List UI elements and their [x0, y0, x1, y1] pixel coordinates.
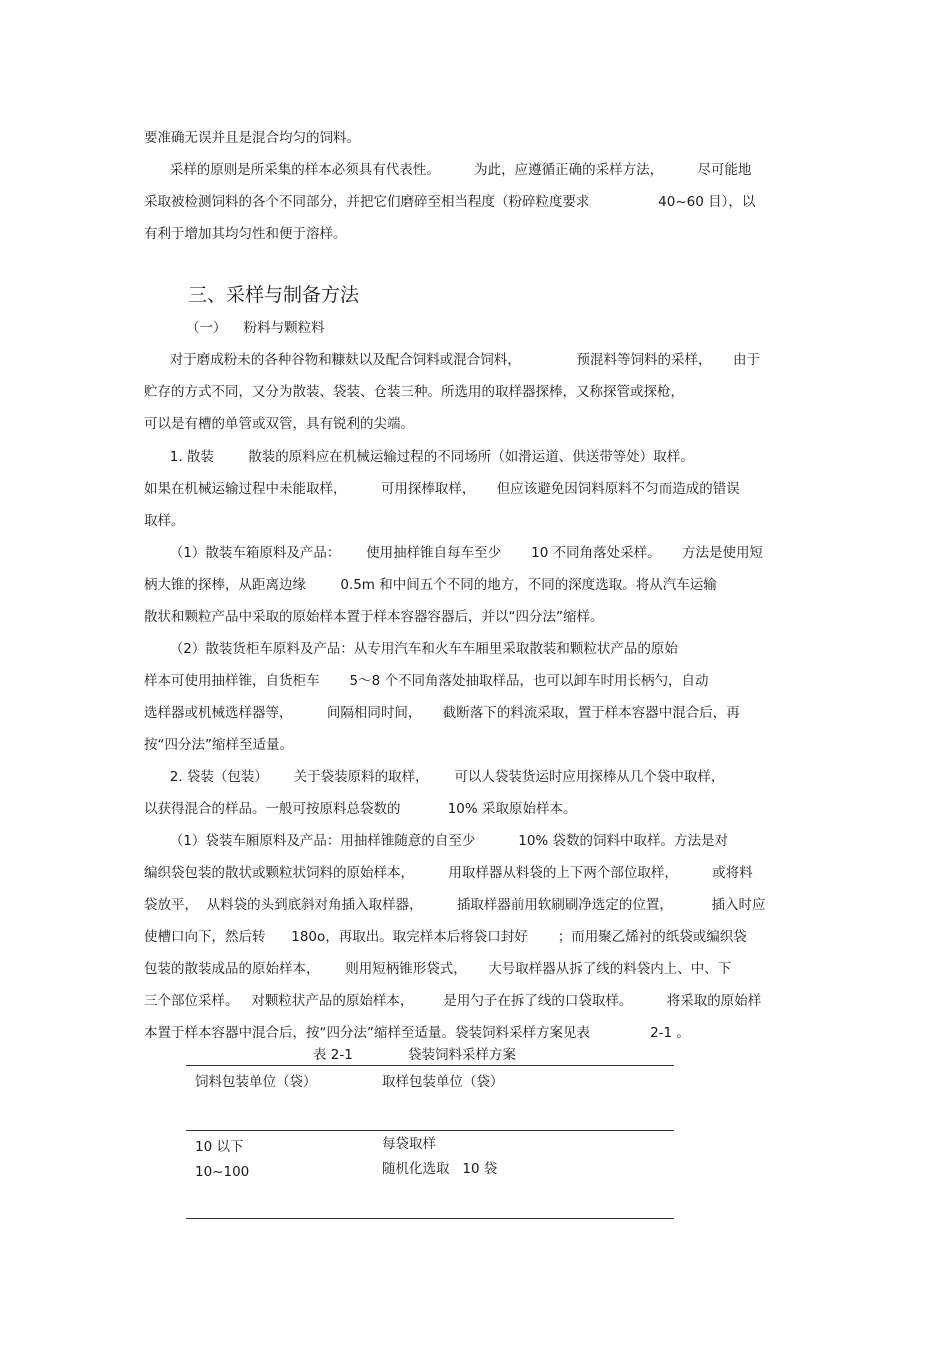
- text-line: （1）散装车箱原料及产品： 使用抽样锥自每车至少 10 不同角落处采样。 方法是使用短: [144, 545, 764, 561]
- text-line: 包装的散装成品的原始样本， 则用短柄锥形袋式， 大号取样器从拆了线的料袋内上、中、下: [144, 961, 732, 977]
- table-bottom-rule: [186, 1218, 674, 1219]
- text-line: 袋放平， 从料袋的头到底斜对角插入取样器， 插取样器前用软刷刷净选定的位置， 插入时应: [144, 897, 766, 913]
- table-header-cell: 饲料包装单位（袋）: [195, 1074, 317, 1090]
- text-line: （1）袋装车厢原料及产品：用抽样锥随意的自至少 10% 袋数的饲料中取样。方法是对: [144, 833, 729, 849]
- text-line: 采取被检测饲料的各个不同部分，并把它们磨碎至相当程度（粉碎粒度要求 40~60 目），以: [144, 194, 756, 210]
- text-line: 三个部位采样。 对颗粒状产品的原始样本， 是用勺子在拆了线的口袋取样。 将采取的原始样: [144, 993, 762, 1009]
- text-line: 以获得混合的样品。一般可按原料总袋数的 10% 采取原始样本。: [144, 801, 577, 817]
- text-line: 贮存的方式不同，又分为散装、袋装、仓装三种。所选用的取样器探棒，又称探管或探枪，: [144, 384, 684, 400]
- table-cell: 每袋取样: [382, 1136, 436, 1152]
- text-line: 本置于样本容器中混合后，按“四分法”缩样至适量。袋装饲料采样方案见表 2-1 。: [144, 1025, 690, 1041]
- text-line: 要准确无误并且是混合均匀的饲料。: [144, 130, 360, 146]
- text-line: 如果在机械运输过程中未能取样， 可用探棒取样， 但应该避免因饲料原料不匀而造成的错误: [144, 481, 740, 497]
- text-line: 可以是有槽的单管或双管，具有锐利的尖端。: [144, 416, 414, 432]
- table-top-rule: [186, 1065, 674, 1066]
- table-cell: 10~100: [195, 1164, 250, 1180]
- text-line: 1. 散装 散装的原料应在机械运输过程的不同场所（如滑运道、供送带等处）取样。: [144, 449, 694, 465]
- text-line: 采样的原则是所采集的样本必须具有代表性。 为此，应遵循正确的采样方法， 尽可能地: [144, 162, 752, 178]
- text-line: 2. 袋装（包装） 关于袋装原料的取样， 可以人袋装货运时应用探棒从几个袋中取样，: [144, 769, 725, 785]
- text-line: 取样。: [144, 513, 185, 529]
- subsection-heading: （一） 粉料与颗粒料: [186, 320, 325, 336]
- table-caption-number: 表 2-1: [313, 1047, 353, 1063]
- table-header-rule: [186, 1130, 674, 1131]
- text-line: 对于磨成粉未的各种谷物和糠麸以及配合饲料或混合饲料， 预混料等饲料的采样， 由于: [144, 352, 760, 368]
- text-line: 使槽口向下，然后转 180o，再取出。取完样本后将袋口封好 ；而用聚乙烯衬的纸袋或编织袋: [144, 929, 747, 945]
- table-cell: 随机化选取 10 袋: [382, 1161, 498, 1177]
- text-line: 有利于增加其均匀性和便于溶样。: [144, 226, 347, 242]
- text-line: 编织袋包装的散状或颗粒状饲料的原始样本， 用取样器从料袋的上下两个部位取样， 或将料: [144, 865, 753, 881]
- text-line: （2）散装货柜车原料及产品：从专用汽车和火车车厢里采取散装和颗粒状产品的原始: [144, 641, 678, 657]
- section-heading: 三、采样与制备方法: [188, 284, 360, 306]
- text-line: 柄大锥的探棒，从距离边缘 0.5m 和中间五个不同的地方，不同的深度选取。将从汽车运输: [144, 577, 717, 593]
- text-line: 选样器或机械选样器等， 间隔相同时间， 截断落下的料流采取，置于样本容器中混合后，再: [144, 705, 740, 721]
- text-line: 样本可使用抽样锥，自货柜车 5～8 个不同角落处抽取样品，也可以卸车时用长柄勺，自动: [144, 673, 709, 689]
- text-line: 散状和颗粒产品中采取的原始样本置于样本容器容器后，并以“四分法”缩样。: [144, 609, 604, 625]
- table-cell: 10 以下: [195, 1139, 244, 1155]
- table-header-cell: 取样包装单位（袋）: [382, 1074, 504, 1090]
- table-caption-title: 袋装饲料采样方案: [408, 1047, 516, 1063]
- text-line: 按“四分法”缩样至适量。: [144, 737, 293, 753]
